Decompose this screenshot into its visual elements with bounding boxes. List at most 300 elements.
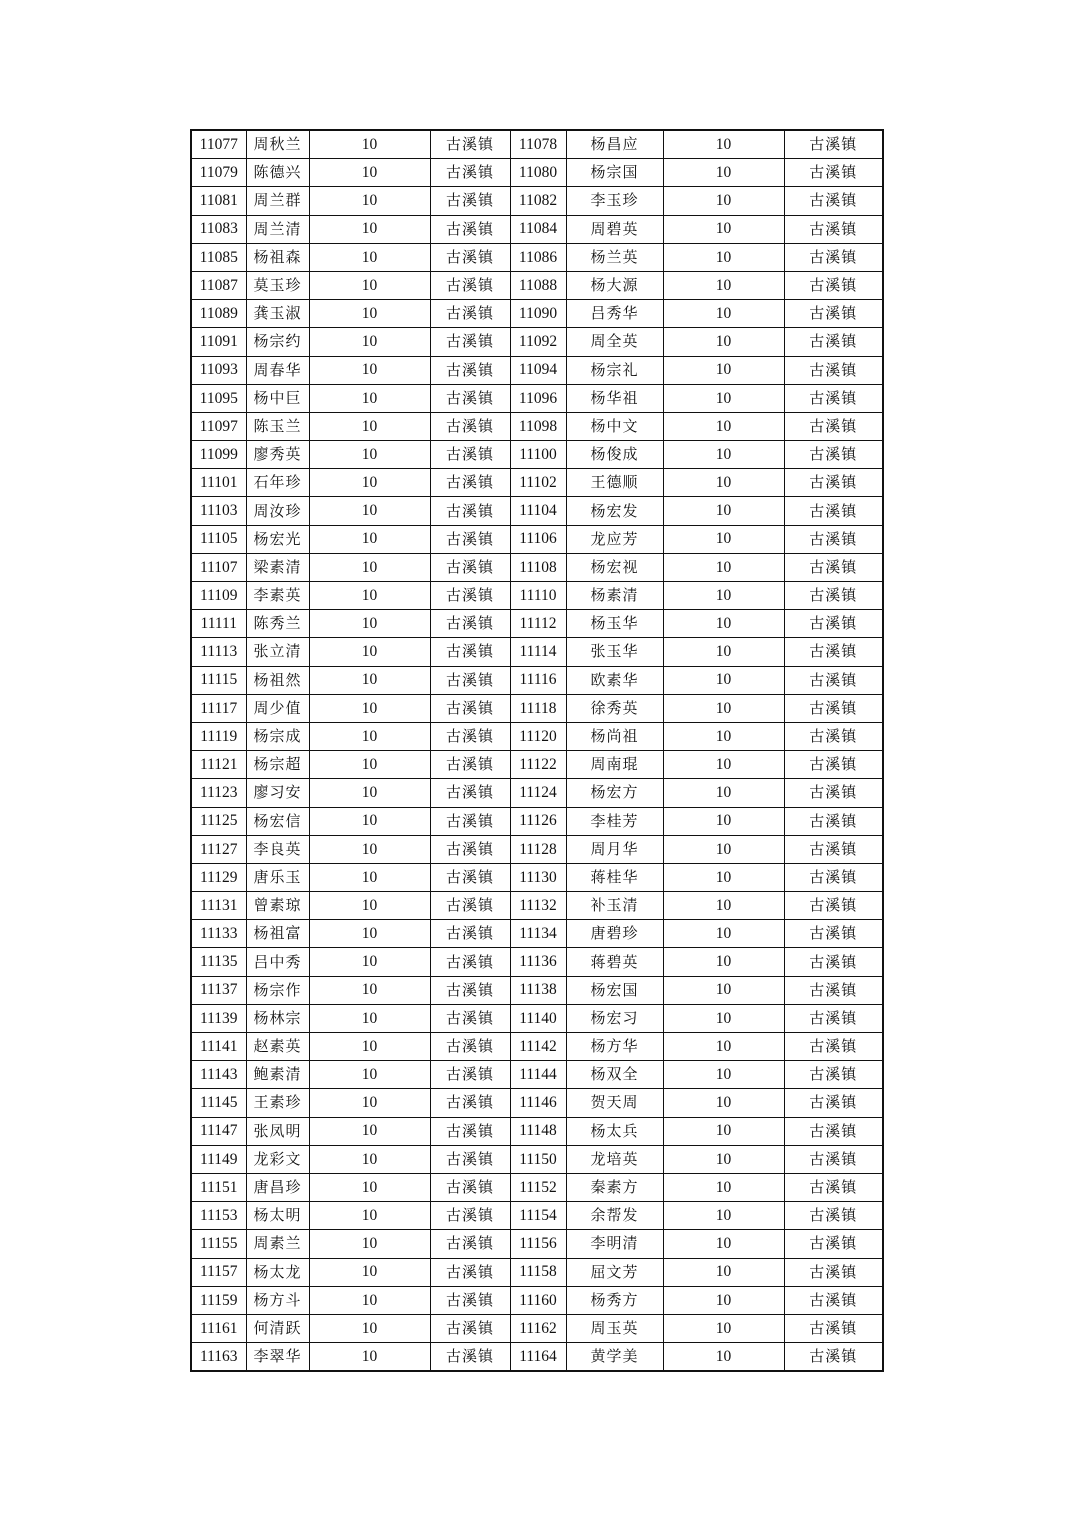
record-id-cell: 11126 [510,807,566,835]
person-name-cell: 王素珍 [246,1089,309,1117]
table-row [191,1033,883,1061]
town-cell: 古溪镇 [430,356,510,384]
record-id-cell: 11094 [510,356,566,384]
table-row [191,159,883,187]
amount-cell: 10 [663,1089,784,1117]
record-id-cell: 11144 [510,1061,566,1089]
amount-cell: 10 [663,1145,784,1173]
table-row [191,666,883,694]
town-cell: 古溪镇 [784,328,883,356]
amount-cell: 10 [663,1230,784,1258]
person-name-cell: 补玉清 [566,892,663,920]
person-name-cell: 杨玉华 [566,610,663,638]
amount-cell: 10 [663,1314,784,1342]
table-row [191,356,883,384]
person-name-cell: 曾素琼 [246,892,309,920]
town-cell: 古溪镇 [784,1033,883,1061]
record-id-cell: 11152 [510,1173,566,1201]
town-cell: 古溪镇 [784,1258,883,1286]
table-row [191,1314,883,1342]
town-cell: 古溪镇 [430,779,510,807]
town-cell: 古溪镇 [784,412,883,440]
person-name-cell: 龚玉淑 [246,300,309,328]
amount-cell: 10 [309,1145,430,1173]
town-cell: 古溪镇 [784,1004,883,1032]
amount-cell: 10 [309,1061,430,1089]
record-id-cell: 11139 [191,1004,246,1032]
person-name-cell: 杨宗超 [246,751,309,779]
amount-cell: 10 [663,751,784,779]
town-cell: 古溪镇 [430,1145,510,1173]
record-id-cell: 11077 [191,130,246,159]
person-name-cell: 周碧英 [566,215,663,243]
town-cell: 古溪镇 [430,328,510,356]
record-id-cell: 11129 [191,863,246,891]
town-cell: 古溪镇 [430,1286,510,1314]
town-cell: 古溪镇 [784,1117,883,1145]
town-cell: 古溪镇 [430,1202,510,1230]
town-cell: 古溪镇 [784,666,883,694]
amount-cell: 10 [309,328,430,356]
person-name-cell: 廖秀英 [246,441,309,469]
amount-cell: 10 [309,159,430,187]
town-cell: 古溪镇 [430,130,510,159]
record-id-cell: 11135 [191,948,246,976]
record-id-cell: 11125 [191,807,246,835]
amount-cell: 10 [309,722,430,750]
town-cell: 古溪镇 [430,525,510,553]
record-id-cell: 11156 [510,1230,566,1258]
town-cell: 古溪镇 [430,807,510,835]
record-id-cell: 11089 [191,300,246,328]
town-cell: 古溪镇 [784,1314,883,1342]
person-name-cell: 徐秀英 [566,694,663,722]
town-cell: 古溪镇 [784,1202,883,1230]
town-cell: 古溪镇 [784,638,883,666]
person-name-cell: 张凤明 [246,1117,309,1145]
record-id-cell: 11103 [191,497,246,525]
record-id-cell: 11149 [191,1145,246,1173]
amount-cell: 10 [663,130,784,159]
amount-cell: 10 [309,779,430,807]
table-row [191,892,883,920]
amount-cell: 10 [309,948,430,976]
record-id-cell: 11117 [191,694,246,722]
amount-cell: 10 [663,1033,784,1061]
amount-cell: 10 [663,243,784,271]
amount-cell: 10 [309,441,430,469]
record-id-cell: 11148 [510,1117,566,1145]
table-row [191,441,883,469]
record-id-cell: 11146 [510,1089,566,1117]
town-cell: 古溪镇 [784,779,883,807]
person-name-cell: 陈德兴 [246,159,309,187]
person-name-cell: 周秋兰 [246,130,309,159]
amount-cell: 10 [309,215,430,243]
town-cell: 古溪镇 [784,497,883,525]
record-id-cell: 11141 [191,1033,246,1061]
town-cell: 古溪镇 [784,582,883,610]
person-name-cell: 杨太龙 [246,1258,309,1286]
person-name-cell: 李良英 [246,835,309,863]
record-id-cell: 11080 [510,159,566,187]
town-cell: 古溪镇 [430,863,510,891]
table-row [191,187,883,215]
town-cell: 古溪镇 [784,1286,883,1314]
town-cell: 古溪镇 [430,694,510,722]
amount-cell: 10 [309,1202,430,1230]
record-id-cell: 11082 [510,187,566,215]
town-cell: 古溪镇 [430,1089,510,1117]
record-id-cell: 11092 [510,328,566,356]
amount-cell: 10 [663,525,784,553]
person-name-cell: 唐碧珍 [566,920,663,948]
person-name-cell: 余帮发 [566,1202,663,1230]
town-cell: 古溪镇 [430,159,510,187]
town-cell: 古溪镇 [784,356,883,384]
record-id-cell: 11142 [510,1033,566,1061]
town-cell: 古溪镇 [784,243,883,271]
record-id-cell: 11102 [510,469,566,497]
table-row [191,835,883,863]
person-name-cell: 杨宏光 [246,525,309,553]
person-name-cell: 杨宏发 [566,497,663,525]
amount-cell: 10 [309,187,430,215]
record-id-cell: 11079 [191,159,246,187]
record-id-cell: 11118 [510,694,566,722]
table-row [191,920,883,948]
person-name-cell: 杨俊成 [566,441,663,469]
person-name-cell: 李翠华 [246,1343,309,1372]
person-name-cell: 石年珍 [246,469,309,497]
person-name-cell: 杨宗礼 [566,356,663,384]
amount-cell: 10 [309,920,430,948]
person-name-cell: 杨林宗 [246,1004,309,1032]
person-name-cell: 杨大源 [566,271,663,299]
town-cell: 古溪镇 [430,1033,510,1061]
amount-cell: 10 [309,976,430,1004]
amount-cell: 10 [663,384,784,412]
table-row [191,300,883,328]
person-name-cell: 周全英 [566,328,663,356]
town-cell: 古溪镇 [784,610,883,638]
person-name-cell: 杨方华 [566,1033,663,1061]
person-name-cell: 欧素华 [566,666,663,694]
town-cell: 古溪镇 [430,1117,510,1145]
person-name-cell: 杨宗约 [246,328,309,356]
amount-cell: 10 [309,553,430,581]
table-row [191,469,883,497]
record-id-cell: 11120 [510,722,566,750]
amount-cell: 10 [309,1004,430,1032]
person-name-cell: 龙彩文 [246,1145,309,1173]
person-name-cell: 莫玉珍 [246,271,309,299]
person-name-cell: 杨太明 [246,1202,309,1230]
amount-cell: 10 [663,187,784,215]
amount-cell: 10 [663,1004,784,1032]
person-name-cell: 周汝珍 [246,497,309,525]
table-row [191,1004,883,1032]
amount-cell: 10 [309,412,430,440]
amount-cell: 10 [309,1117,430,1145]
town-cell: 古溪镇 [784,1089,883,1117]
record-id-cell: 11113 [191,638,246,666]
person-name-cell: 杨宏习 [566,1004,663,1032]
table-row [191,1202,883,1230]
person-name-cell: 赵素英 [246,1033,309,1061]
person-name-cell: 杨宏国 [566,976,663,1004]
record-id-cell: 11159 [191,1286,246,1314]
record-id-cell: 11151 [191,1173,246,1201]
amount-cell: 10 [663,976,784,1004]
person-name-cell: 周兰清 [246,215,309,243]
record-id-cell: 11121 [191,751,246,779]
table-row [191,1286,883,1314]
amount-cell: 10 [663,779,784,807]
record-id-cell: 11124 [510,779,566,807]
person-name-cell: 吕中秀 [246,948,309,976]
record-id-cell: 11078 [510,130,566,159]
town-cell: 古溪镇 [784,215,883,243]
record-id-cell: 11136 [510,948,566,976]
person-name-cell: 廖习安 [246,779,309,807]
record-id-cell: 11110 [510,582,566,610]
record-id-cell: 11119 [191,722,246,750]
amount-cell: 10 [663,412,784,440]
record-id-cell: 11105 [191,525,246,553]
amount-cell: 10 [309,1033,430,1061]
amount-cell: 10 [309,130,430,159]
person-name-cell: 李素英 [246,582,309,610]
town-cell: 古溪镇 [430,1173,510,1201]
town-cell: 古溪镇 [430,835,510,863]
town-cell: 古溪镇 [430,920,510,948]
table-row [191,497,883,525]
amount-cell: 10 [663,694,784,722]
town-cell: 古溪镇 [430,666,510,694]
record-id-cell: 11150 [510,1145,566,1173]
town-cell: 古溪镇 [784,948,883,976]
person-name-cell: 杨宗作 [246,976,309,1004]
amount-cell: 10 [663,638,784,666]
person-name-cell: 周兰群 [246,187,309,215]
town-cell: 古溪镇 [784,187,883,215]
town-cell: 古溪镇 [430,384,510,412]
person-name-cell: 唐乐玉 [246,863,309,891]
record-id-cell: 11097 [191,412,246,440]
amount-cell: 10 [663,1117,784,1145]
town-cell: 古溪镇 [430,1061,510,1089]
person-name-cell: 吕秀华 [566,300,663,328]
table-row [191,215,883,243]
table-row [191,751,883,779]
record-id-cell: 11160 [510,1286,566,1314]
record-id-cell: 11134 [510,920,566,948]
town-cell: 古溪镇 [430,1258,510,1286]
town-cell: 古溪镇 [430,976,510,1004]
record-id-cell: 11158 [510,1258,566,1286]
person-name-cell: 杨尚祖 [566,722,663,750]
amount-cell: 10 [663,948,784,976]
record-id-cell: 11123 [191,779,246,807]
record-id-cell: 11104 [510,497,566,525]
person-name-cell: 杨双全 [566,1061,663,1089]
table-row [191,976,883,1004]
record-id-cell: 11155 [191,1230,246,1258]
person-name-cell: 贺天周 [566,1089,663,1117]
amount-cell: 10 [663,328,784,356]
person-name-cell: 杨太兵 [566,1117,663,1145]
town-cell: 古溪镇 [430,722,510,750]
town-cell: 古溪镇 [430,638,510,666]
table-row [191,722,883,750]
person-name-cell: 杨祖然 [246,666,309,694]
record-id-cell: 11109 [191,582,246,610]
person-name-cell: 蒋桂华 [566,863,663,891]
town-cell: 古溪镇 [784,863,883,891]
town-cell: 古溪镇 [430,469,510,497]
amount-cell: 10 [309,610,430,638]
table-row [191,1117,883,1145]
record-id-cell: 11128 [510,835,566,863]
person-name-cell: 秦素方 [566,1173,663,1201]
person-name-cell: 周少值 [246,694,309,722]
amount-cell: 10 [309,694,430,722]
amount-cell: 10 [309,300,430,328]
town-cell: 古溪镇 [784,920,883,948]
amount-cell: 10 [309,863,430,891]
town-cell: 古溪镇 [784,1173,883,1201]
record-id-cell: 11090 [510,300,566,328]
town-cell: 古溪镇 [430,187,510,215]
record-id-cell: 11138 [510,976,566,1004]
person-name-cell: 周春华 [246,356,309,384]
record-id-cell: 11157 [191,1258,246,1286]
amount-cell: 10 [663,920,784,948]
amount-cell: 10 [663,582,784,610]
table-row [191,243,883,271]
amount-cell: 10 [663,863,784,891]
record-id-cell: 11091 [191,328,246,356]
table-row [191,779,883,807]
town-cell: 古溪镇 [430,441,510,469]
table-row [191,863,883,891]
person-name-cell: 张立清 [246,638,309,666]
table-row [191,948,883,976]
amount-cell: 10 [663,159,784,187]
amount-cell: 10 [309,582,430,610]
town-cell: 古溪镇 [430,215,510,243]
person-name-cell: 屈文芳 [566,1258,663,1286]
table-row [191,271,883,299]
table-row [191,553,883,581]
town-cell: 古溪镇 [784,553,883,581]
record-id-cell: 11130 [510,863,566,891]
table-row [191,1258,883,1286]
table-body [191,130,883,1371]
amount-cell: 10 [663,610,784,638]
table-row [191,582,883,610]
amount-cell: 10 [309,1343,430,1372]
town-cell: 古溪镇 [784,300,883,328]
amount-cell: 10 [663,441,784,469]
person-name-cell: 龙培英 [566,1145,663,1173]
record-id-cell: 11085 [191,243,246,271]
town-cell: 古溪镇 [430,582,510,610]
amount-cell: 10 [309,751,430,779]
record-id-cell: 11087 [191,271,246,299]
amount-cell: 10 [309,469,430,497]
person-name-cell: 周玉英 [566,1314,663,1342]
person-name-cell: 杨宏视 [566,553,663,581]
amount-cell: 10 [309,1089,430,1117]
town-cell: 古溪镇 [784,807,883,835]
table-row [191,1089,883,1117]
amount-cell: 10 [309,835,430,863]
record-id-cell: 11161 [191,1314,246,1342]
town-cell: 古溪镇 [784,469,883,497]
record-id-cell: 11131 [191,892,246,920]
table-row [191,130,883,159]
record-id-cell: 11154 [510,1202,566,1230]
table-row [191,610,883,638]
person-name-cell: 杨兰英 [566,243,663,271]
record-id-cell: 11106 [510,525,566,553]
amount-cell: 10 [663,1286,784,1314]
data-table [190,129,884,1372]
town-cell: 古溪镇 [430,1230,510,1258]
record-id-cell: 11108 [510,553,566,581]
record-id-cell: 11115 [191,666,246,694]
town-cell: 古溪镇 [430,497,510,525]
record-id-cell: 11088 [510,271,566,299]
town-cell: 古溪镇 [430,751,510,779]
amount-cell: 10 [309,1286,430,1314]
record-id-cell: 11143 [191,1061,246,1089]
table-row [191,384,883,412]
table-row [191,1230,883,1258]
town-cell: 古溪镇 [784,271,883,299]
amount-cell: 10 [309,525,430,553]
person-name-cell: 蒋碧英 [566,948,663,976]
record-id-cell: 11098 [510,412,566,440]
amount-cell: 10 [663,1258,784,1286]
town-cell: 古溪镇 [784,694,883,722]
amount-cell: 10 [663,271,784,299]
person-name-cell: 杨华祖 [566,384,663,412]
table-row [191,1173,883,1201]
record-id-cell: 11100 [510,441,566,469]
person-name-cell: 杨方斗 [246,1286,309,1314]
town-cell: 古溪镇 [784,1145,883,1173]
town-cell: 古溪镇 [430,271,510,299]
table-row [191,525,883,553]
town-cell: 古溪镇 [430,300,510,328]
town-cell: 古溪镇 [784,976,883,1004]
person-name-cell: 周素兰 [246,1230,309,1258]
amount-cell: 10 [309,1314,430,1342]
record-id-cell: 11122 [510,751,566,779]
record-id-cell: 11099 [191,441,246,469]
person-name-cell: 杨宗国 [566,159,663,187]
table-row [191,1343,883,1372]
record-id-cell: 11133 [191,920,246,948]
amount-cell: 10 [663,1343,784,1372]
person-name-cell: 杨祖森 [246,243,309,271]
town-cell: 古溪镇 [784,892,883,920]
record-id-cell: 11086 [510,243,566,271]
amount-cell: 10 [663,300,784,328]
